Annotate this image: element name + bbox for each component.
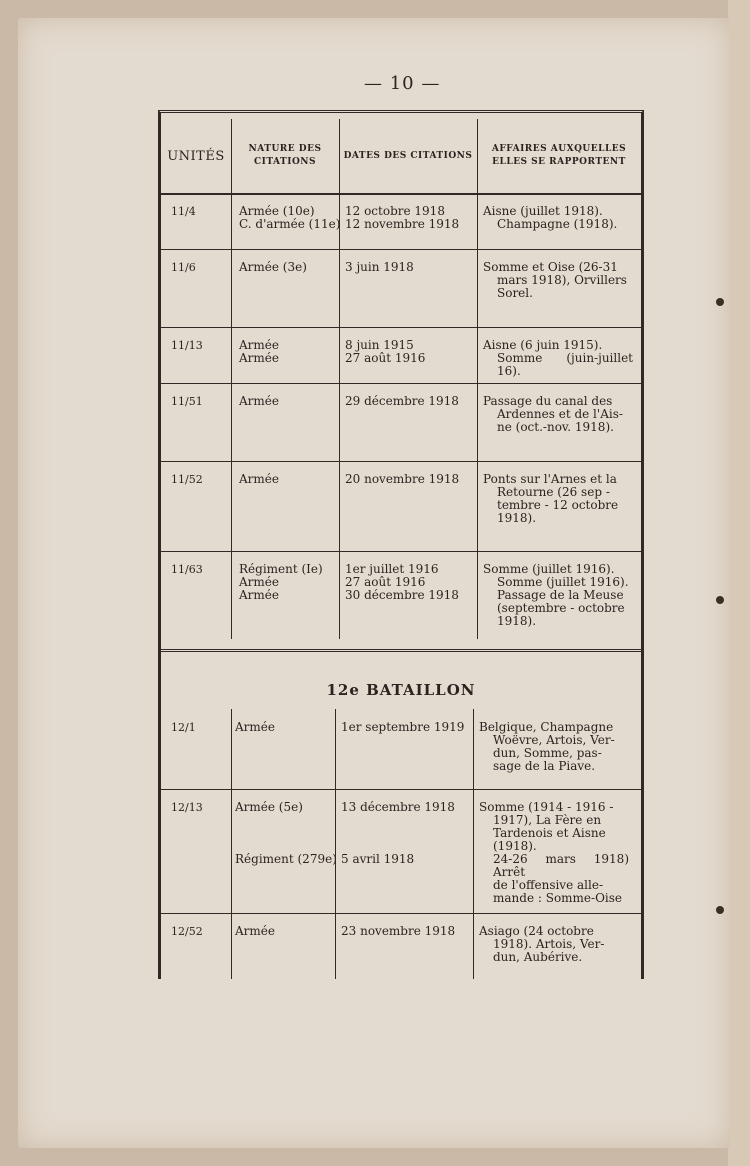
page-number: — 10 — (364, 73, 441, 94)
affaires-cell-line: Somme et Oise (26-31 (483, 260, 618, 274)
header-dates: DATES DES CITATIONS (343, 150, 473, 161)
dates-cell (345, 205, 459, 231)
dates-cell-line: 12 novembre 1918 (345, 217, 460, 231)
affaires-cell-line: mande : Somme-Oise (493, 891, 623, 905)
unit-cell: 11/63 (171, 563, 203, 576)
nature-cell-line: Armée (235, 924, 275, 938)
dates-cell (341, 925, 455, 938)
dates-cell (341, 721, 464, 734)
header-affaires: AFFAIRES AUXQUELLES ELLES SE RAPPORTENT (491, 144, 627, 167)
dates-cell (341, 801, 455, 866)
dates-cell-line (341, 827, 455, 840)
affaires-cell (479, 801, 629, 905)
affaires-cell-line: Somme (juillet 1916). (497, 575, 629, 589)
dates-cell-line: 29 décembre 1918 (345, 394, 459, 408)
dates-cell (345, 473, 459, 486)
affaires-cell (483, 261, 633, 300)
nature-cell (239, 563, 323, 602)
affaires-cell-line: tembre - 12 octobre (497, 498, 619, 512)
affaires-cell-line: mars 1918), Orvillers (497, 273, 627, 287)
unit-cell: 11/13 (171, 339, 203, 352)
dates-cell-line: 1er septembre 1919 (341, 720, 465, 734)
nature-cell-line: Armée (235, 720, 275, 734)
affaires-cell (479, 721, 629, 773)
affaires-cell-line: Asiago (24 octobre (479, 924, 594, 938)
dates-cell-line: 8 juin 1915 (345, 338, 414, 352)
header-nature: NATURE DES CITATIONS (248, 144, 322, 167)
affaires-cell-line: Retourne (26 sep - (497, 485, 610, 499)
nature-cell (239, 205, 340, 231)
affaires-cell-line: Tardenois et Aisne (493, 826, 606, 840)
affaires-cell (483, 563, 633, 628)
table-row (161, 193, 641, 250)
affaires-cell-line: Somme (juin-juillet 16). (497, 351, 633, 378)
nature-cell-line: Armée (239, 394, 279, 408)
affaires-cell-line: 1917), La Fère en (493, 813, 602, 827)
unit-cell: 12/52 (171, 925, 203, 938)
nature-cell (239, 261, 307, 274)
dates-cell-line (341, 814, 455, 827)
affaires-cell-line: Somme (juillet 1916). (483, 562, 615, 576)
nature-cell-line: Armée (5e) (235, 800, 303, 814)
affaires-cell (479, 925, 629, 964)
section-title: 12e BATAILLON (326, 681, 476, 699)
dates-cell (345, 395, 459, 408)
citations-table (158, 110, 644, 979)
affaires-cell-line: Ponts sur l'Arnes et la (483, 472, 617, 486)
nature-cell (235, 721, 275, 734)
affaires-cell-line: 24-26 mars 1918) Arrêt (493, 852, 629, 879)
nature-cell-line: Armée (239, 351, 279, 365)
affaires-cell-line: 1918). Artois, Ver- (493, 937, 605, 951)
nature-cell-line (235, 814, 337, 827)
table-row (161, 709, 641, 790)
nature-cell-line: Armée (10e) (239, 204, 315, 218)
table-header (161, 119, 641, 195)
affaires-cell (483, 473, 633, 525)
affaires-cell (483, 339, 633, 378)
binding-hole (716, 298, 724, 306)
affaires-cell-line: dun, Somme, pas- (493, 746, 602, 760)
dates-cell-line: 27 août 1916 (345, 351, 426, 365)
affaires-cell-line: de l'offensive alle- (493, 878, 603, 892)
nature-cell-line: Armée (239, 338, 279, 352)
affaires-cell-line: Aisne (6 juin 1915). (483, 338, 603, 352)
page-edge (728, 0, 750, 1166)
table-row (161, 461, 641, 552)
table-row (161, 789, 641, 914)
unit-cell: 11/52 (171, 473, 203, 486)
section-divider (161, 649, 641, 652)
dates-cell-line: 12 octobre 1918 (345, 204, 445, 218)
affaires-cell-line: Woëvre, Artois, Ver- (493, 733, 615, 747)
table-row (161, 913, 641, 983)
affaires-cell-line: sage de la Piave. (493, 759, 596, 773)
dates-cell-line: 1er juillet 1916 (345, 562, 439, 576)
affaires-cell-line: Champagne (1918). (497, 217, 618, 231)
nature-cell-line (235, 827, 337, 840)
dates-cell (345, 339, 425, 365)
affaires-cell-line: ne (oct.-nov. 1918). (497, 420, 614, 434)
affaires-cell-line: dun, Aubérive. (493, 950, 583, 964)
nature-cell-line: Régiment (279e) (235, 852, 337, 866)
table-row (161, 249, 641, 328)
unit-cell: 11/4 (171, 205, 196, 218)
dates-cell-line: 23 novembre 1918 (341, 924, 456, 938)
nature-cell-line: Armée (239, 472, 279, 486)
dates-cell-line: 5 avril 1918 (341, 852, 415, 866)
affaires-cell-line: (1918). (493, 839, 537, 853)
dates-cell-line: 30 décembre 1918 (345, 588, 459, 602)
unit-cell: 12/1 (171, 721, 196, 734)
affaires-cell-line: 1918). (497, 511, 537, 525)
table-row (161, 383, 641, 462)
table-row (161, 327, 641, 384)
dates-cell (345, 261, 414, 274)
nature-cell (239, 395, 279, 408)
affaires-cell (483, 395, 633, 434)
table-row (161, 551, 641, 650)
affaires-cell-line: Belgique, Champagne (479, 720, 614, 734)
binding-hole (716, 596, 724, 604)
nature-cell-line: Régiment (Ie) (239, 562, 323, 576)
affaires-cell-line: Ardennes et de l'Ais- (497, 407, 623, 421)
affaires-cell-line: 1918). (497, 614, 537, 628)
dates-cell-line: 3 juin 1918 (345, 260, 414, 274)
unit-cell: 11/6 (171, 261, 196, 274)
nature-cell (239, 339, 279, 365)
unit-cell: 12/13 (171, 801, 203, 814)
nature-cell (239, 473, 279, 486)
dates-cell (345, 563, 459, 602)
affaires-cell (483, 205, 633, 231)
unit-cell: 11/51 (171, 395, 203, 408)
affaires-cell-line: Somme (1914 - 1916 - (479, 800, 614, 814)
affaires-cell-line: Sorel. (497, 286, 533, 300)
nature-cell (235, 925, 275, 938)
header-unites: UNITÉS (167, 148, 225, 164)
dates-cell-line: 13 décembre 1918 (341, 800, 455, 814)
dates-cell-line: 27 août 1916 (345, 575, 426, 589)
affaires-cell-line: (septembre - octobre (497, 601, 625, 615)
affaires-cell-line: Passage du canal des (483, 394, 613, 408)
nature-cell-line: Armée (3e) (239, 260, 307, 274)
binding-hole (716, 906, 724, 914)
affaires-cell-line: Passage de la Meuse (497, 588, 624, 602)
nature-cell (235, 801, 337, 866)
dates-cell-line: 20 novembre 1918 (345, 472, 460, 486)
nature-cell-line: C. d'armée (11e) (239, 217, 341, 231)
nature-cell-line: Armée (239, 575, 279, 589)
nature-cell-line: Armée (239, 588, 279, 602)
affaires-cell-line: Aisne (juillet 1918). (483, 204, 603, 218)
